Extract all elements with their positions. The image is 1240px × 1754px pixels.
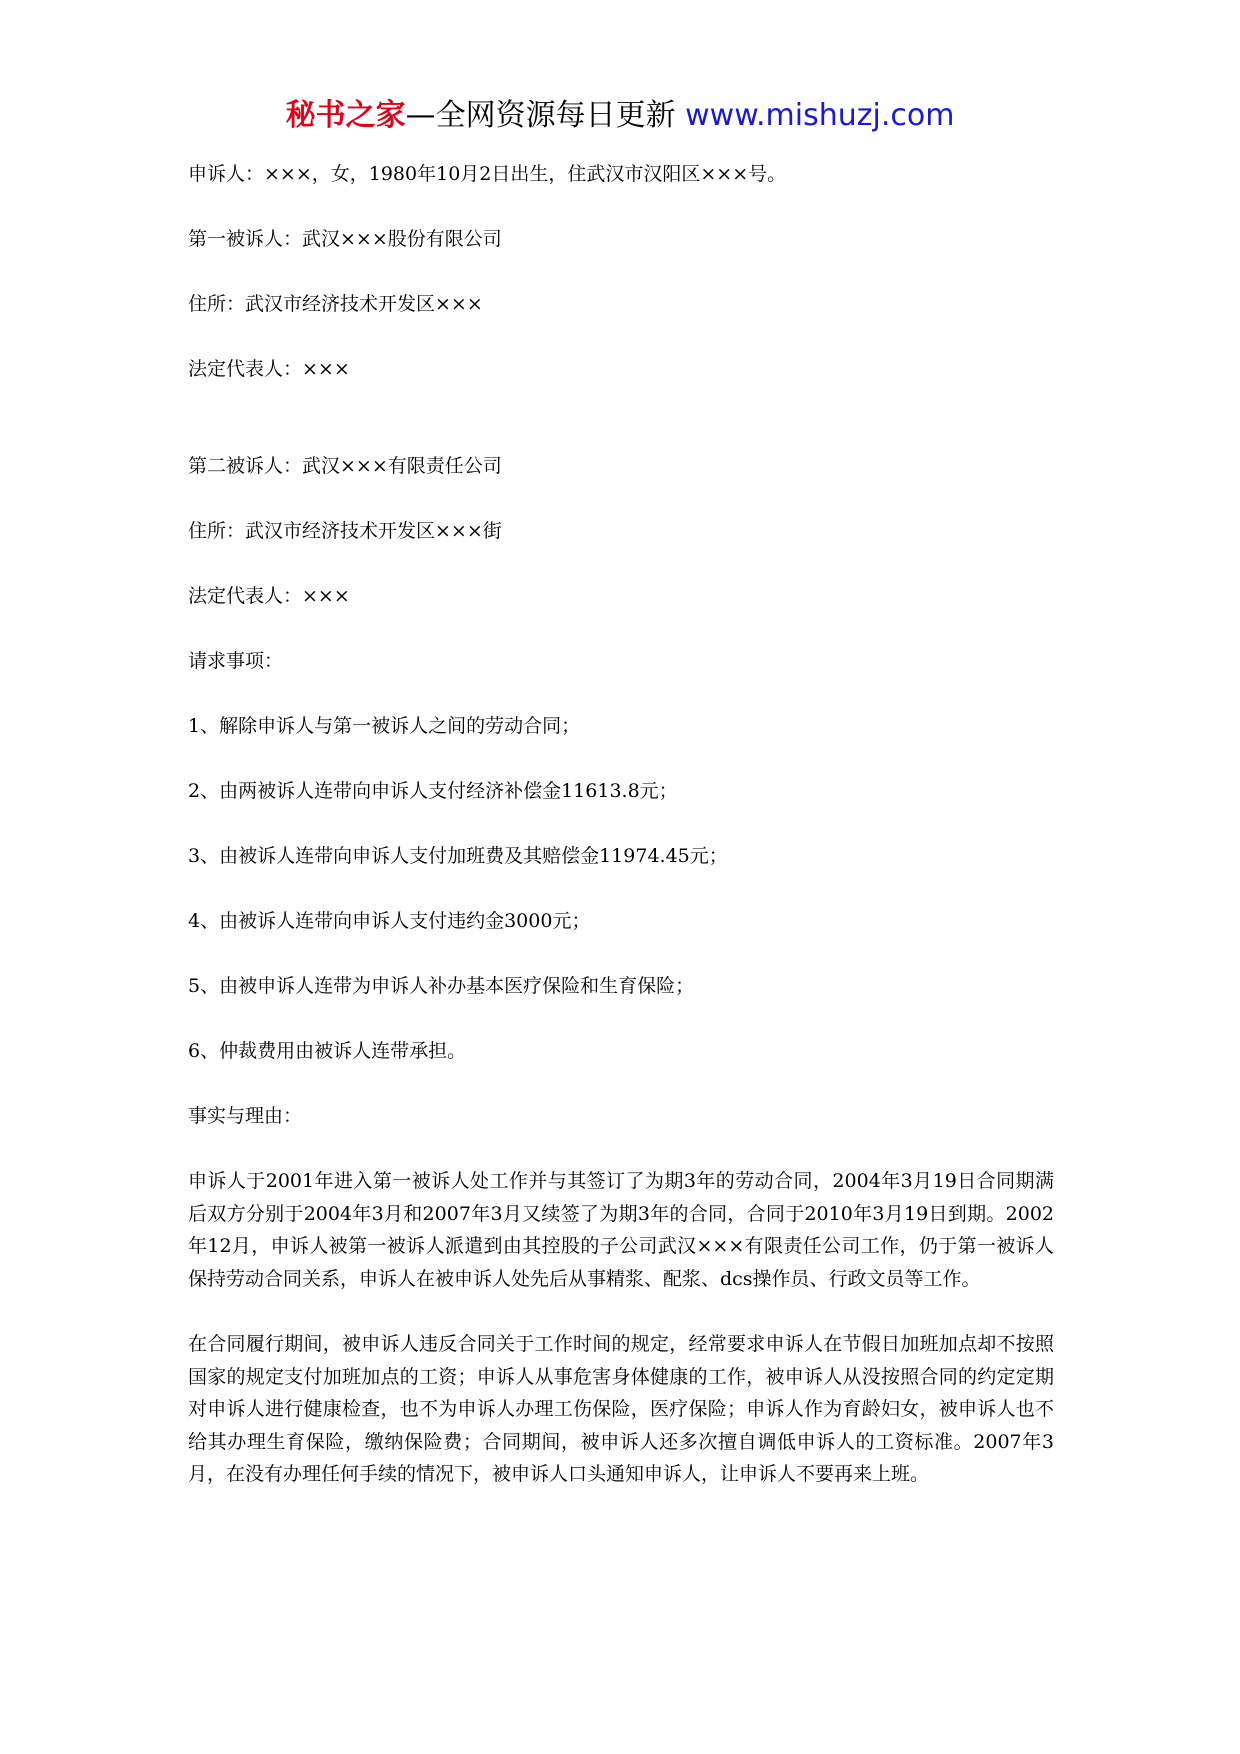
facts-paragraph: 在合同履行期间，被申诉人违反合同关于工作时间的规定，经常要求申诉人在节假日加班加点却不按照国家的规定支付加班加点的工资；申诉人从事危害身体健康的工作，被申诉人从没按照合同的约定定期对申诉人进行健康检查，也不为申诉人办理工伤保险，医疗保险；申诉人作为育龄妇女，被申诉人也不给其办理生育保险，缴纳保险费；合同期间，被申诉人还多次擅自调低申诉人的工资标准。2007年3月，在没有办理任何手续的情况下，被申诉人口头通知申诉人，让申诉人不要再来上班。 [188, 1333, 1054, 1485]
site-slogan: —全网资源每日更新 [405, 98, 686, 133]
respondent2-name: 第二被诉人：武汉×××有限责任公司 [188, 455, 502, 477]
claim-item: 5、由被申诉人连带为申诉人补办基本医疗保险和生育保险； [188, 975, 695, 997]
facts-heading: 事实与理由： [188, 1105, 303, 1127]
facts-paragraph: 申诉人于2001年进入第一被诉人处工作并与其签订了为期3年的劳动合同，2004年3月19日合同期满后双方分别于2004年3月和2007年3月又续签了为期3年的合同，合同于2010年3月19日到期。2002年12月，申诉人被第一被诉人派遣到由其控股的子公司武汉×××有限责任公司工作，仍于第一被诉人保持劳动合同关系，申诉人在被申诉人处先后从事精浆、配浆、dcs操作员、行政文员等工作。 [188, 1170, 1054, 1290]
site-header [0, 96, 1240, 136]
document-body [188, 158, 1054, 1491]
claim-item: 4、由被诉人连带向申诉人支付违约金3000元； [188, 910, 591, 932]
claim-item: 6、仲裁费用由被诉人连带承担。 [188, 1040, 467, 1062]
claim-item: 1、解除申诉人与第一被诉人之间的劳动合同； [188, 715, 581, 737]
claims-heading: 请求事项： [188, 650, 284, 672]
respondent1-address: 住所：武汉市经济技术开发区××× [188, 293, 483, 315]
site-url-link[interactable]: www.mishuzj.com [685, 98, 955, 133]
respondent2-representative: 法定代表人：××× [188, 585, 350, 607]
respondent1-name: 第一被诉人：武汉×××股份有限公司 [188, 228, 502, 250]
respondent2-address: 住所：武汉市经济技术开发区×××街 [188, 520, 502, 542]
applicant-line: 申诉人：×××，女，1980年10月2日出生，住武汉市汉阳区×××号。 [188, 163, 787, 185]
claim-item: 3、由被诉人连带向申诉人支付加班费及其赔偿金11974.45元； [188, 845, 728, 867]
claim-item: 2、由两被诉人连带向申诉人支付经济补偿金11613.8元； [188, 780, 678, 802]
site-brand: 秘书之家 [285, 98, 406, 133]
respondent1-representative: 法定代表人：××× [188, 358, 350, 380]
